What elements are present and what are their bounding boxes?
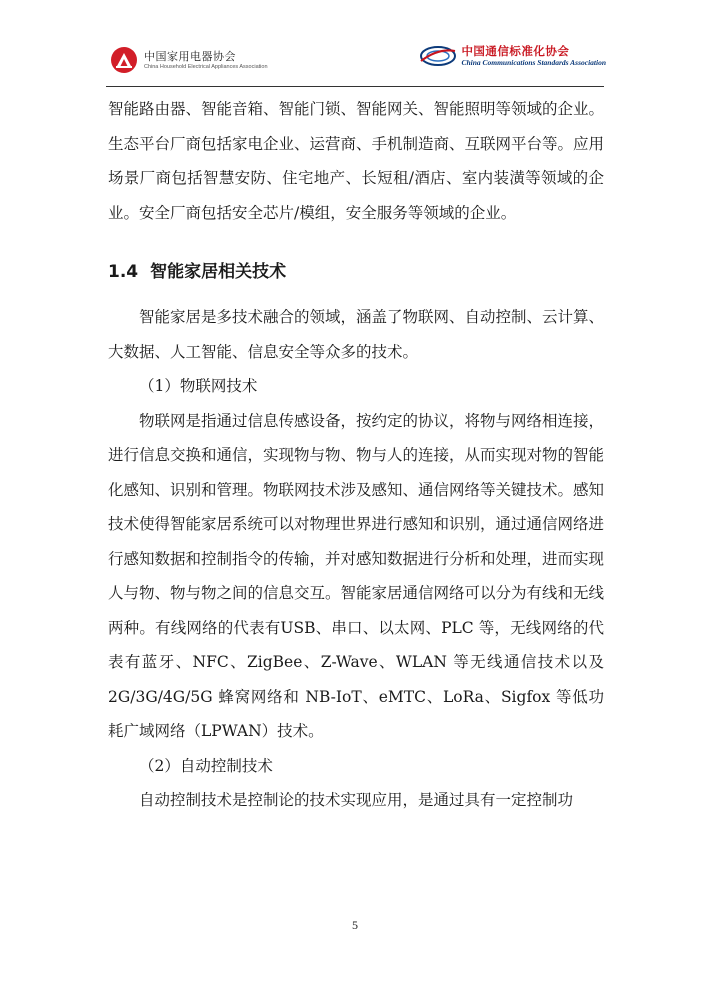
ccsa-brand [419,44,606,68]
cheaa-name-cn: 中国家用电器协会 [144,49,236,63]
iot-paragraph: 物联网是指通过信息传感设备，按约定的协议，将物与网络相连接，进行信息交换和通信，实现物与物、物与人的连接，从而实现对物的智能化感知、识别和管理。物联网技术涉及感知、通信网络等关键技术。感知技术使得智能家居系统可以对物理世界进行感知和识别，通过通信网络进行感知数据和控制指令的传输，并对感知数据进行分析和处理，进而实现人与物、物与物之间的信息交互。智能家居通信网络可以分为有线和无线两种。有线网络的代表有USB、串口、以太网、PLC 等，无线网络的代表有蓝牙、NFC、ZigBee、Z-Wave、WLAN 等无线通信技术以及 2G/3G/4G/5G 蜂窝网络和 NB-IoT、eMTC、LoRa、Sigfox 等低功耗广域网络（LPWAN）技术。 [108,411,605,740]
page-body [108,92,604,818]
control-paragraph: 自动控制技术是控制论的技术实现应用，是通过具有一定控制功 [139,791,574,809]
header-divider [106,86,604,87]
subsection-heading-control: （2）自动控制技术 [139,756,273,775]
cheaa-logo-icon [110,46,138,74]
cheaa-brand [110,46,268,74]
ccsa-logo-icon [419,44,457,68]
page-number: 5 [352,918,358,932]
ccsa-name-cn: 中国通信标准化协会 [461,44,570,58]
ccsa-name-en: China Communications Standards Association [461,58,606,67]
page-header [104,44,606,84]
cheaa-name-en: China Household Electrical Appliances Association [144,63,268,70]
subsection-heading-iot: （1）物联网技术 [139,377,258,395]
section-number: 1.4 [108,262,139,282]
section-title: 智能家居相关技术 [150,262,287,282]
section-intro-paragraph: 智能家居是多技术融合的领域，涵盖了物联网、自动控制、云计算、大数据、人工智能、信息安全等众多的技术。 [108,308,605,361]
continued-paragraph: 智能路由器、智能音箱、智能门锁、智能网关、智能照明等领域的企业。生态平台厂商包括家电企业、运营商、手机制造商、互联网平台等。应用场景厂商包括智慧安防、住宅地产、长短租/酒店、室内装潢等领域的企业。安全厂商包括安全芯片/模组，安全服务等领域的企业。 [108,100,605,222]
section-heading [108,260,604,284]
